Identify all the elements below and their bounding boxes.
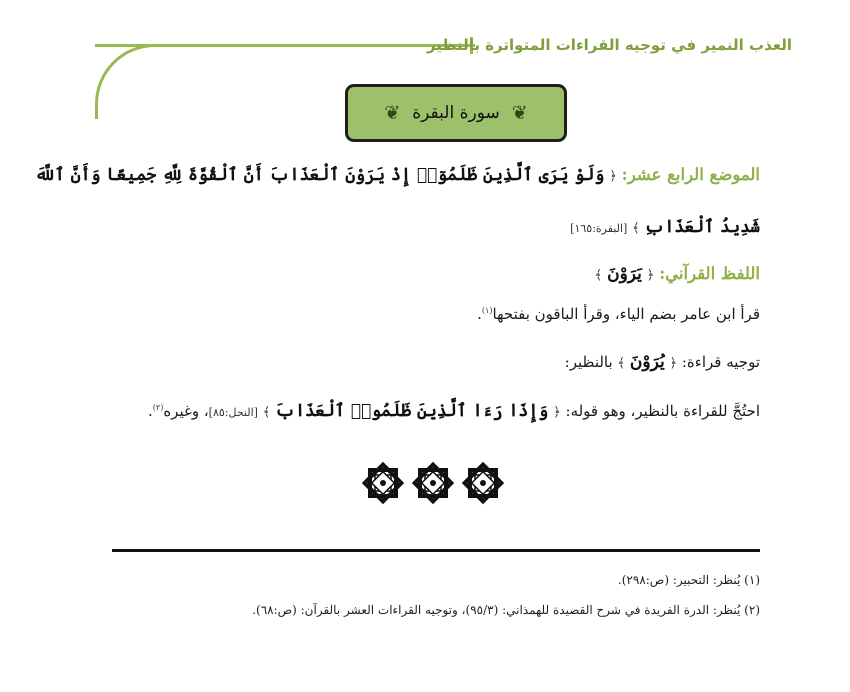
footnote-separator [112,549,760,552]
close-bracket-ornament: ﴾ [632,221,640,236]
close-bracket-ornament: ﴾ [262,405,271,420]
argument-line [148,400,760,421]
tawjih-suffix: بالنظير: [564,353,613,371]
argument-prefix: احتُجَّ للقراءة بالنظير، وهو قوله: [565,402,760,420]
argument-verse: وَإِذَا رَءَا ٱلَّذِينَ ظَلَمُوا۟ ٱلْعَذَابَ [275,401,549,421]
passage-line-2 [570,216,760,237]
close-bracket-ornament: ﴾ [617,356,626,371]
running-header-title: العذب النمير في توجيه القراءات المتواترة بالنظير [426,36,792,54]
close-bracket-ornament: ﴾ [594,268,603,283]
header-curve [95,44,155,119]
star-divider [360,460,510,510]
verse-reference: [البقرة:١٦٥] [570,222,628,235]
footnote-mark-1: (١) [481,306,493,315]
tawjih-prefix: توجيه قراءة: [681,353,760,371]
octagram-star-icon [460,460,506,506]
footnote-mark-2: (٢) [152,403,164,412]
passage-label: الموضع الرابع عشر: [621,165,760,184]
quranic-word-label: اللفظ القرآني: [659,264,760,283]
footnote-2: (٢) يُنظر: الدرة الفريدة في شرح القصيدة للهمذاني: (٩٥/٣)، وتوجيه القراءات العشر بالقرآن: (ص:٦٨). [252,603,760,617]
quranic-word-line [595,264,760,284]
quranic-word: يَرَوْنَ [607,264,642,284]
open-bracket-ornament: ﴿ [609,169,617,184]
surah-title: سورة البقرة [412,103,500,123]
open-bracket-ornament: ﴿ [669,356,678,371]
octagram-star-icon [360,460,406,506]
readings-line [477,305,760,323]
tawjih-word: يُرَوْنَ [629,352,665,372]
open-bracket-ornament: ﴿ [646,268,655,283]
leaf-ornament-icon: ❦ [511,102,528,124]
readings-end: . [477,305,482,323]
verse-text-line-2: شَدِيدُ ٱلْعَذَابِ [644,217,760,237]
surah-title-box [345,84,567,142]
verse-text-line-1: وَلَوْ يَرَى ٱلَّذِينَ ظَلَمُوٓا۟ إِذْ يَرَوْنَ ٱلْعَذَابَ أَنَّ ٱلْقُوَّةَ لِلَّهِ جَمِيعًا وَأَنَّ ٱللَّهَ [34,165,605,185]
tawjih-line [565,352,760,372]
leaf-ornament-icon: ❦ [384,102,401,124]
argument-tail: ، وغيره [163,402,209,420]
passage-line-1 [35,164,760,185]
octagram-star-icon [410,460,456,506]
argument-reference: [النحل:٨٥] [208,406,258,419]
open-bracket-ornament: ﴿ [553,405,561,420]
argument-end: . [147,402,153,420]
readings-text: قرأ ابن عامر بضم الياء، وقرأ الباقون بفتحها [492,305,760,323]
footnote-1: (١) يُنظر: التحبير: (ص:٢٩٨). [617,573,760,587]
